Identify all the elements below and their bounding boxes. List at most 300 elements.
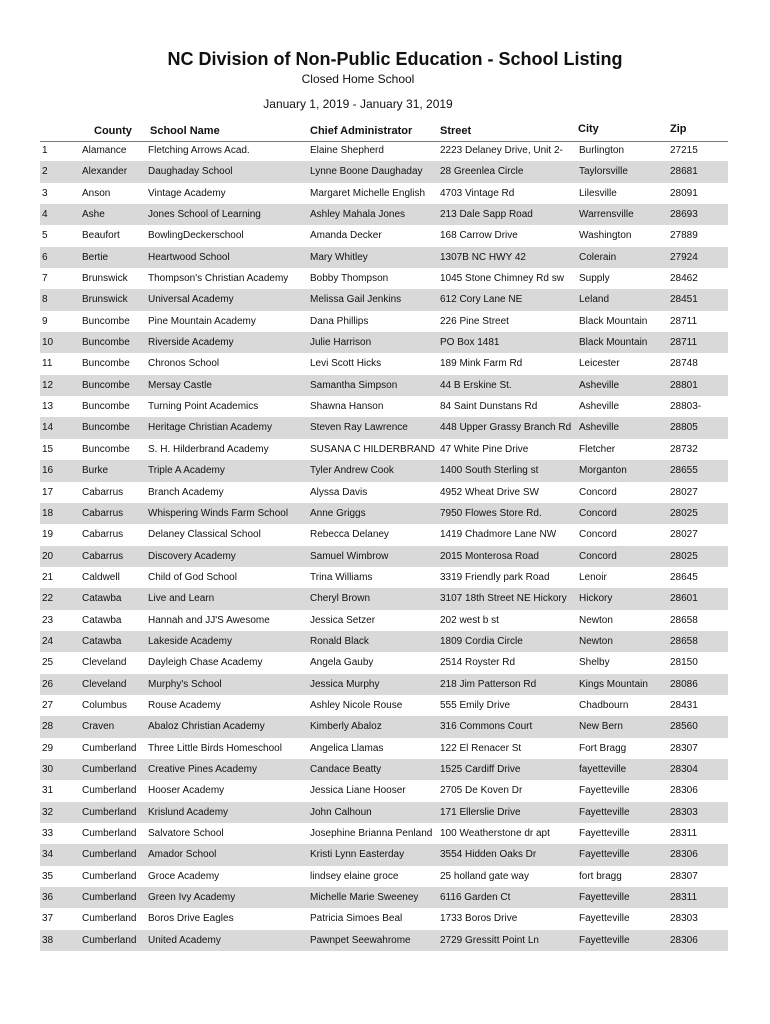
city-cell: Shelby — [579, 657, 610, 669]
school-name-cell: United Academy — [148, 934, 221, 946]
county-cell: Buncombe — [82, 337, 130, 349]
header-zip: Zip — [670, 123, 687, 135]
street-cell: 84 Saint Dunstans Rd — [440, 401, 538, 413]
chief-administrator-cell: Jessica Setzer — [310, 614, 376, 626]
chief-administrator-cell: Bobby Thompson — [310, 273, 389, 285]
row-number: 32 — [42, 806, 54, 818]
city-cell: Fayetteville — [579, 785, 630, 797]
street-cell: 44 B Erskine St. — [440, 379, 512, 391]
chief-administrator-cell: Mary Whitley — [310, 251, 368, 263]
school-name-cell: Triple A Academy — [148, 465, 225, 477]
row-number: 15 — [42, 443, 54, 455]
chief-administrator-cell: Trina Williams — [310, 571, 373, 583]
zip-cell: 28304 — [670, 763, 698, 775]
school-name-cell: Groce Academy — [148, 870, 220, 882]
county-cell: Buncombe — [82, 422, 130, 434]
table-row — [40, 716, 728, 737]
street-cell: 1307B NC HWY 42 — [440, 251, 526, 263]
row-number: 30 — [42, 763, 54, 775]
county-cell: Caldwell — [82, 571, 120, 583]
row-number: 9 — [42, 315, 48, 327]
city-cell: Asheville — [579, 401, 620, 413]
city-cell: Asheville — [579, 379, 620, 391]
school-name-cell: Vintage Academy — [148, 187, 226, 199]
table-row — [40, 140, 728, 161]
table-row — [40, 417, 728, 438]
street-cell: 202 west b st — [440, 614, 499, 626]
street-cell: 168 Carrow Drive — [440, 230, 518, 242]
street-cell: 1525 Cardiff Drive — [440, 763, 521, 775]
chief-administrator-cell: Ashley Nicole Rouse — [310, 699, 403, 711]
county-cell: Cabarrus — [82, 486, 124, 498]
chief-administrator-cell: Dana Phillips — [310, 315, 369, 327]
school-name-cell: Krislund Academy — [148, 806, 229, 818]
zip-cell: 28311 — [670, 892, 698, 904]
county-cell: Columbus — [82, 699, 128, 711]
street-cell: 448 Upper Grassy Branch Rd — [440, 422, 572, 434]
street-cell: 1733 Boros Drive — [440, 913, 518, 925]
zip-cell: 28732 — [670, 443, 698, 455]
row-number: 10 — [42, 337, 54, 349]
chief-administrator-cell: Kimberly Abaloz — [310, 721, 382, 733]
county-cell: Cumberland — [82, 763, 137, 775]
chief-administrator-cell: Jessica Murphy — [310, 678, 380, 690]
row-number: 17 — [42, 486, 54, 498]
school-name-cell: BowlingDeckerschool — [148, 230, 244, 242]
header-street: Street — [440, 125, 472, 137]
row-number: 3 — [42, 187, 48, 199]
table-row — [40, 332, 728, 353]
table-row — [40, 866, 728, 887]
chief-administrator-cell: Levi Scott Hicks — [310, 358, 382, 370]
page-subtitle: Closed Home School — [301, 72, 415, 86]
street-cell: 213 Dale Sapp Road — [440, 209, 533, 221]
chief-administrator-cell: Patricia Simoes Beal — [310, 913, 403, 925]
table-row — [40, 524, 728, 545]
county-cell: Cumberland — [82, 913, 137, 925]
street-cell: 1400 South Sterling st — [440, 465, 539, 477]
school-name-cell: Universal Academy — [148, 294, 234, 306]
city-cell: Kings Mountain — [579, 678, 648, 690]
county-cell: Buncombe — [82, 358, 130, 370]
school-name-cell: Rouse Academy — [148, 699, 221, 711]
city-cell: Newton — [579, 614, 613, 626]
row-number: 16 — [42, 465, 54, 477]
table-row — [40, 695, 728, 716]
header-chief-administrator: Chief Administrator — [310, 125, 413, 137]
table-row — [40, 161, 728, 182]
county-cell: Buncombe — [82, 443, 130, 455]
city-cell: Warrensville — [579, 209, 634, 221]
street-cell: 6116 Garden Ct — [440, 892, 511, 904]
school-name-cell: Whispering Winds Farm School — [148, 507, 289, 519]
city-cell: Lenoir — [579, 571, 607, 583]
zip-cell: 28025 — [670, 550, 698, 562]
zip-cell: 28307 — [670, 870, 698, 882]
street-cell: 1045 Stone Chimney Rd sw — [440, 273, 564, 285]
row-number: 21 — [42, 571, 54, 583]
chief-administrator-cell: Samuel Wimbrow — [310, 550, 389, 562]
county-cell: Brunswick — [82, 294, 128, 306]
chief-administrator-cell: Kristi Lynn Easterday — [310, 849, 405, 861]
street-cell: 100 Weatherstone dr apt — [440, 828, 550, 839]
street-cell: 2015 Monterosa Road — [440, 550, 539, 562]
county-cell: Cumberland — [82, 892, 137, 904]
row-number: 19 — [42, 529, 54, 541]
row-number: 20 — [42, 550, 54, 562]
header-city: City — [578, 123, 599, 135]
chief-administrator-cell: Ronald Black — [310, 635, 369, 647]
county-cell: Cleveland — [82, 678, 127, 690]
county-cell: Alamance — [82, 145, 127, 156]
chief-administrator-cell: Anne Griggs — [310, 507, 366, 519]
row-number: 34 — [42, 849, 54, 861]
table-row — [40, 738, 728, 759]
row-number: 8 — [42, 294, 48, 306]
school-name-cell: Three Little Birds Homeschool — [148, 742, 282, 754]
school-name-cell: Jones School of Learning — [148, 209, 261, 221]
row-number: 2 — [42, 166, 48, 178]
zip-cell: 27889 — [670, 230, 698, 242]
city-cell: Leicester — [579, 358, 620, 370]
city-cell: Fayetteville — [579, 913, 630, 925]
school-name-cell: Abaloz Christian Academy — [148, 721, 265, 733]
street-cell: 4952 Wheat Drive SW — [440, 486, 539, 498]
chief-administrator-cell: Cheryl Brown — [310, 593, 371, 605]
city-cell: New Bern — [579, 721, 623, 733]
chief-administrator-cell: Samantha Simpson — [310, 379, 398, 391]
county-cell: Cumberland — [82, 828, 137, 839]
row-number: 7 — [42, 273, 48, 285]
row-number: 22 — [42, 593, 54, 605]
zip-cell: 28025 — [670, 507, 698, 519]
zip-cell: 28655 — [670, 465, 698, 477]
zip-cell: 28027 — [670, 486, 698, 498]
table-row — [40, 247, 728, 268]
chief-administrator-cell: Melissa Gail Jenkins — [310, 294, 402, 306]
county-cell: Cabarrus — [82, 529, 124, 541]
zip-cell: 28306 — [670, 849, 698, 861]
street-cell: 189 Mink Farm Rd — [440, 358, 523, 370]
table-row — [40, 887, 728, 908]
table-row — [40, 353, 728, 374]
street-cell: 2223 Delaney Drive, Unit 2- — [440, 145, 563, 156]
school-name-cell: Fletching Arrows Acad. — [148, 145, 250, 156]
county-cell: Cabarrus — [82, 507, 124, 519]
county-cell: Anson — [82, 187, 111, 199]
row-number: 36 — [42, 892, 54, 904]
school-table — [40, 140, 728, 951]
table-row — [40, 268, 728, 289]
header-county: County — [94, 125, 132, 137]
table-row — [40, 674, 728, 695]
table-row — [40, 780, 728, 801]
city-cell: Colerain — [579, 251, 617, 263]
table-row — [40, 930, 728, 951]
street-cell: 3319 Friendly park Road — [440, 571, 550, 583]
street-cell: 47 White Pine Drive — [440, 443, 529, 455]
county-cell: Catawba — [82, 593, 122, 605]
chief-administrator-cell: Pawnpet Seewahrome — [310, 934, 411, 946]
row-number: 25 — [42, 657, 54, 669]
street-cell: PO Box 1481 — [440, 337, 500, 349]
table-row — [40, 823, 728, 844]
chief-administrator-cell: Lynne Boone Daughaday — [310, 166, 423, 178]
school-name-cell: Turning Point Academics — [148, 401, 259, 413]
county-cell: Alexander — [82, 166, 128, 178]
row-number: 23 — [42, 614, 54, 626]
zip-cell: 28658 — [670, 614, 698, 626]
table-row — [40, 588, 728, 609]
header-school-name: School Name — [150, 125, 220, 137]
chief-administrator-cell: SUSANA C HILDERBRAND — [310, 443, 436, 455]
table-row — [40, 759, 728, 780]
zip-cell: 28306 — [670, 785, 698, 797]
chief-administrator-cell: Amanda Decker — [310, 230, 382, 242]
row-number: 4 — [42, 209, 48, 221]
city-cell: Concord — [579, 529, 617, 541]
city-cell: Asheville — [579, 422, 620, 434]
street-cell: 7950 Flowes Store Rd. — [440, 507, 542, 519]
county-cell: Cleveland — [82, 657, 127, 669]
table-row — [40, 183, 728, 204]
city-cell: Fort Bragg — [579, 742, 627, 754]
school-name-cell: Hannah and JJ'S Awesome — [148, 614, 270, 626]
table-row — [40, 908, 728, 929]
street-cell: 1419 Chadmore Lane NW — [440, 529, 557, 541]
zip-cell: 28091 — [670, 187, 698, 199]
school-name-cell: Hooser Academy — [148, 785, 225, 797]
zip-cell: 28150 — [670, 657, 698, 669]
row-number: 28 — [42, 721, 54, 733]
county-cell: Cumberland — [82, 870, 137, 882]
row-number: 37 — [42, 913, 54, 925]
county-cell: Cumberland — [82, 806, 137, 818]
zip-cell: 28803- — [670, 401, 702, 413]
zip-cell: 28645 — [670, 571, 698, 583]
street-cell: 3107 18th Street NE Hickory — [440, 593, 567, 605]
chief-administrator-cell: Julie Harrison — [310, 337, 372, 349]
row-number: 6 — [42, 251, 48, 263]
street-cell: 612 Cory Lane NE — [440, 294, 523, 306]
school-name-cell: Heartwood School — [148, 251, 230, 263]
county-cell: Craven — [82, 721, 115, 733]
zip-cell: 28805 — [670, 422, 698, 434]
row-number: 11 — [42, 358, 53, 370]
chief-administrator-cell: Tyler Andrew Cook — [310, 465, 394, 477]
zip-cell: 28693 — [670, 209, 698, 221]
chief-administrator-cell: Steven Ray Lawrence — [310, 422, 408, 434]
county-cell: Ashe — [82, 209, 105, 221]
county-cell: Buncombe — [82, 379, 130, 391]
table-row — [40, 652, 728, 673]
county-cell: Catawba — [82, 614, 122, 626]
chief-administrator-cell: Candace Beatty — [310, 763, 382, 775]
school-name-cell: Pine Mountain Academy — [148, 315, 256, 327]
school-name-cell: Thompson's Christian Academy — [148, 273, 289, 285]
school-name-cell: Discovery Academy — [148, 550, 236, 562]
zip-cell: 28451 — [670, 294, 698, 306]
county-cell: Cabarrus — [82, 550, 124, 562]
county-cell: Cumberland — [82, 785, 137, 797]
zip-cell: 28027 — [670, 529, 698, 541]
county-cell: Beaufort — [82, 230, 120, 242]
zip-cell: 28303 — [670, 913, 698, 925]
street-cell: 2514 Royster Rd — [440, 657, 516, 669]
zip-cell: 28658 — [670, 635, 698, 647]
school-name-cell: Creative Pines Academy — [148, 763, 257, 775]
page-title: NC Division of Non-Public Education - School Listing — [167, 49, 623, 69]
city-cell: Fayetteville — [579, 806, 630, 818]
chief-administrator-cell: Michelle Marie Sweeney — [310, 892, 419, 904]
chief-administrator-cell: Shawna Hanson — [310, 401, 384, 413]
row-number: 13 — [42, 401, 54, 413]
school-name-cell: Boros Drive Eagles — [148, 913, 234, 925]
zip-cell: 28560 — [670, 721, 698, 733]
county-cell: Bertie — [82, 251, 109, 263]
city-cell: Fayetteville — [579, 892, 630, 904]
school-name-cell: Lakeside Academy — [148, 635, 232, 647]
street-cell: 226 Pine Street — [440, 315, 509, 327]
row-number: 29 — [42, 742, 54, 754]
row-number: 27 — [42, 699, 54, 711]
street-cell: 555 Emily Drive — [440, 699, 511, 711]
city-cell: Fayetteville — [579, 828, 630, 839]
zip-cell: 28086 — [670, 678, 698, 690]
school-name-cell: Chronos School — [148, 358, 220, 370]
table-row — [40, 204, 728, 225]
row-number: 5 — [42, 230, 48, 242]
school-name-cell: Live and Learn — [148, 593, 215, 605]
chief-administrator-cell: Alyssa Davis — [310, 486, 368, 498]
school-name-cell: Mersay Castle — [148, 379, 212, 391]
school-name-cell: Green Ivy Academy — [148, 892, 236, 904]
chief-administrator-cell: Elaine Shepherd — [310, 145, 384, 156]
county-cell: Buncombe — [82, 401, 130, 413]
zip-cell: 27924 — [670, 251, 698, 263]
row-number: 12 — [42, 379, 54, 391]
row-number: 1 — [42, 145, 48, 156]
city-cell: Morganton — [579, 465, 627, 477]
zip-cell: 28601 — [670, 593, 698, 605]
street-cell: 122 El Renacer St — [440, 742, 522, 754]
city-cell: Fayetteville — [579, 934, 630, 946]
city-cell: Newton — [579, 635, 613, 647]
city-cell: fort bragg — [579, 870, 622, 882]
table-row — [40, 546, 728, 567]
school-name-cell: Salvatore School — [148, 828, 224, 839]
zip-cell: 28748 — [670, 358, 698, 370]
street-cell: 218 Jim Patterson Rd — [440, 678, 537, 690]
zip-cell: 28311 — [670, 828, 698, 839]
city-cell: Black Mountain — [579, 315, 648, 327]
school-name-cell: Daughaday School — [148, 166, 233, 178]
school-name-cell: Murphy's School — [148, 678, 222, 690]
street-cell: 171 Ellerslie Drive — [440, 806, 521, 818]
zip-cell: 28303 — [670, 806, 698, 818]
city-cell: Washington — [579, 230, 632, 242]
school-name-cell: Delaney Classical School — [148, 529, 261, 541]
school-name-cell: Dayleigh Chase Academy — [148, 657, 263, 669]
table-row — [40, 311, 728, 332]
county-cell: Buncombe — [82, 315, 130, 327]
table-row — [40, 289, 728, 310]
table-row — [40, 844, 728, 865]
chief-administrator-cell: Margaret Michelle English — [310, 187, 426, 199]
school-name-cell: Branch Academy — [148, 486, 224, 498]
street-cell: 28 Greenlea Circle — [440, 166, 524, 178]
table-row — [40, 567, 728, 588]
row-number: 26 — [42, 678, 54, 690]
zip-cell: 28462 — [670, 273, 698, 285]
row-number: 31 — [42, 785, 54, 797]
city-cell: Supply — [579, 273, 610, 285]
street-cell: 25 holland gate way — [440, 870, 529, 882]
street-cell: 316 Commons Court — [440, 721, 533, 733]
row-number: 24 — [42, 635, 54, 647]
street-cell: 3554 Hidden Oaks Dr — [440, 849, 537, 861]
school-name-cell: Child of God School — [148, 571, 237, 583]
row-number: 35 — [42, 870, 54, 882]
zip-cell: 28801 — [670, 379, 698, 391]
zip-cell: 28711 — [670, 337, 698, 349]
city-cell: fayetteville — [579, 763, 627, 775]
chief-administrator-cell: Rebecca Delaney — [310, 529, 389, 541]
table-row — [40, 460, 728, 481]
city-cell: Fletcher — [579, 443, 616, 455]
zip-cell: 28711 — [670, 315, 698, 327]
row-number: 38 — [42, 934, 54, 946]
city-cell: Black Mountain — [579, 337, 648, 349]
city-cell: Taylorsville — [579, 166, 628, 178]
chief-administrator-cell: lindsey elaine groce — [310, 870, 399, 882]
table-row — [40, 225, 728, 246]
table-row — [40, 503, 728, 524]
table-row — [40, 610, 728, 631]
row-number: 14 — [42, 422, 54, 434]
city-cell: Concord — [579, 550, 617, 562]
city-cell: Concord — [579, 486, 617, 498]
row-number: 18 — [42, 507, 54, 519]
zip-cell: 28307 — [670, 742, 698, 754]
school-name-cell: Riverside Academy — [148, 337, 234, 349]
table-row — [40, 439, 728, 460]
zip-cell: 28431 — [670, 699, 698, 711]
school-name-cell: Heritage Christian Academy — [148, 422, 272, 434]
zip-cell: 28306 — [670, 934, 698, 946]
city-cell: Hickory — [579, 593, 613, 605]
row-number: 33 — [42, 828, 54, 839]
school-name-cell: S. H. Hilderbrand Academy — [148, 443, 269, 455]
street-cell: 4703 Vintage Rd — [440, 187, 515, 199]
chief-administrator-cell: Josephine Brianna Penland — [310, 828, 433, 839]
table-row — [40, 396, 728, 417]
city-cell: Concord — [579, 507, 617, 519]
chief-administrator-cell: Ashley Mahala Jones — [310, 209, 406, 221]
county-cell: Cumberland — [82, 742, 137, 754]
table-row — [40, 631, 728, 652]
street-cell: 2729 Gressitt Point Ln — [440, 934, 539, 946]
county-cell: Burke — [82, 465, 109, 477]
chief-administrator-cell: Jessica Liane Hooser — [310, 785, 406, 797]
county-cell: Cumberland — [82, 934, 137, 946]
city-cell: Burlington — [579, 145, 625, 156]
zip-cell: 27215 — [670, 145, 698, 156]
county-cell: Catawba — [82, 635, 122, 647]
zip-cell: 28681 — [670, 166, 698, 178]
county-cell: Brunswick — [82, 273, 128, 285]
city-cell: Fayetteville — [579, 849, 630, 861]
